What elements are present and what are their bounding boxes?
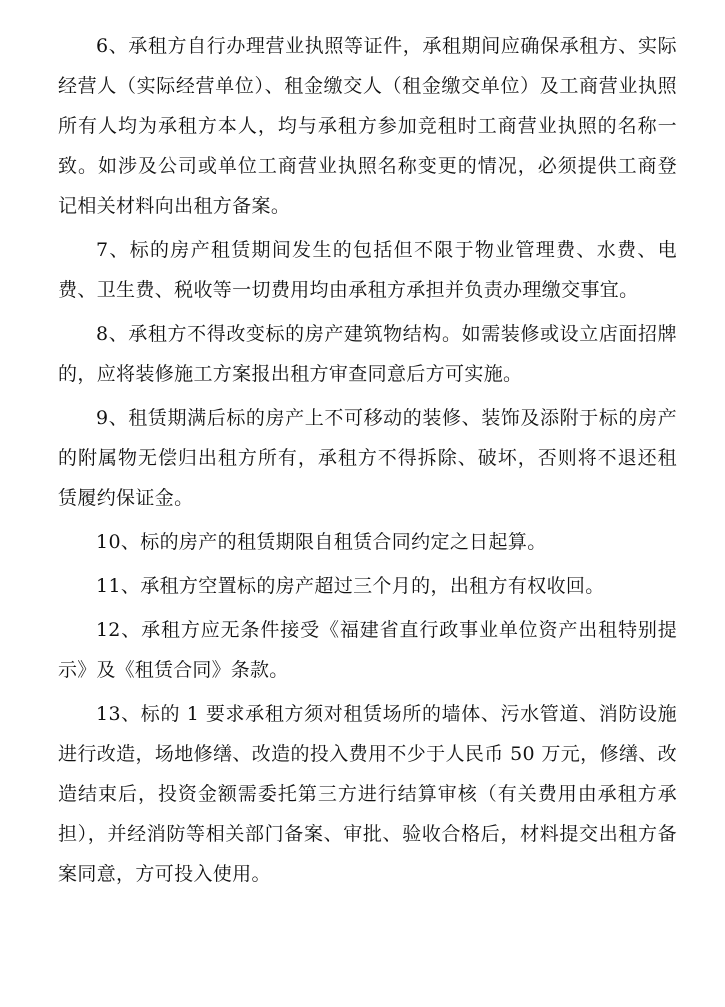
clause-6: 6、承租方自行办理营业执照等证件，承租期间应确保承租方、实际经营人（实际经营单位）、租金缴交人（租金缴交单位）及工商营业执照所有人均为承租方本人，均与承租方参加竞租时工商营业执照的名称一致。如涉及公司或单位工商营业执照名称变更的情况，必须提供工商登记相关材料向出租方备案。: [58, 35, 677, 217]
clause-7: 7、标的房产租赁期间发生的包括但不限于物业管理费、水费、电费、卫生费、税收等一切费用均由承租方承担并负责办理缴交事宜。: [58, 239, 677, 301]
clause-13: 13、标的 1 要求承租方须对租赁场所的墙体、污水管道、消防设施进行改造，场地修缮、改造的投入费用不少于人民币 50 万元，修缮、改造结束后，投资金额需委托第三方进行结算审核（有关费用由承租方承担），并经消防等相关部门备案、审批、验收合格后，材料提交出租方备案同意，方可投入使用。: [58, 703, 677, 885]
clause-11: 11、承租方空置标的房产超过三个月的，出租方有权收回。: [96, 575, 605, 597]
clause-10: 10、标的房产的租赁期限自租赁合同约定之日起算。: [96, 531, 547, 553]
clause-8: 8、承租方不得改变标的房产建筑物结构。如需装修或设立店面招牌的，应将装修施工方案报出租方审查同意后方可实施。: [58, 323, 677, 385]
clause-9: 9、租赁期满后标的房产上不可移动的装修、装饰及添附于标的房产的附属物无偿归出租方所有，承租方不得拆除、破坏，否则将不退还租赁履约保证金。: [58, 407, 677, 509]
clause-12: 12、承租方应无条件接受《福建省直行政事业单位资产出租特别提示》及《租赁合同》条款。: [58, 619, 677, 681]
